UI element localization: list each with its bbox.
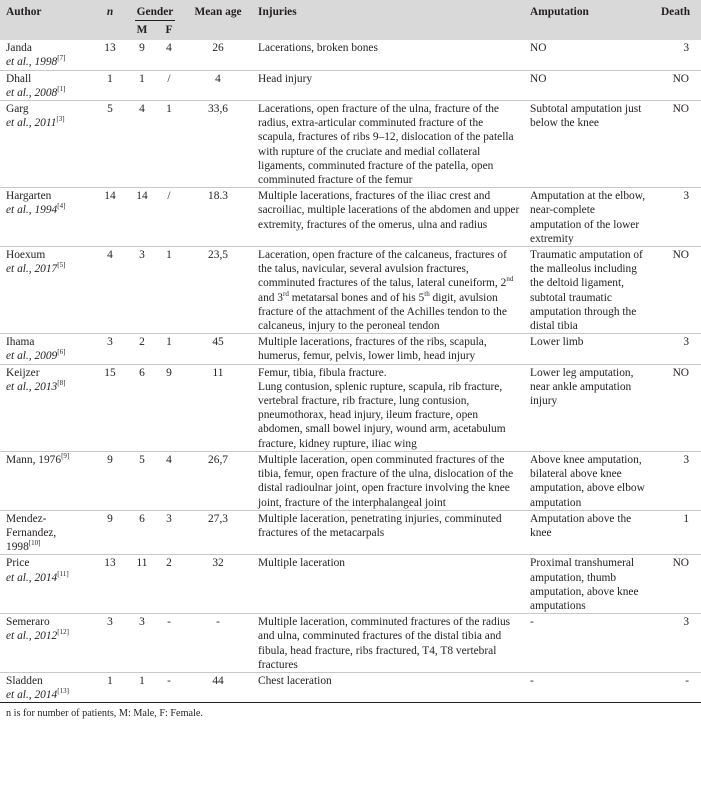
death-cell: NO: [672, 72, 690, 85]
n-cell: 9: [107, 453, 113, 466]
m-cell: 1: [139, 674, 145, 687]
f-cell: 2: [166, 557, 172, 570]
amputation-cell: Amputation above the knee: [530, 512, 632, 539]
f-cell: 1: [166, 103, 172, 116]
injuries-cell: Multiple lacerations, fractures of the iliac crest and sacroiliac, multiple lacerations of the abdomen and upper extremity, fractures of the omerus, ulna and radius: [258, 190, 520, 231]
author-cell: [0, 555, 92, 614]
author-etal: et al., 2011: [6, 117, 57, 130]
amputation-cell: Proximal transhumeral amputation, thumb amputation, above knee amputations: [530, 557, 639, 612]
f-cell: 4: [166, 453, 172, 466]
header-blank: [650, 23, 701, 40]
header-m: M: [128, 23, 156, 40]
author-cell: [0, 247, 92, 334]
m-cell: 6: [139, 366, 145, 379]
author-name: Mendez-: [6, 512, 47, 525]
author-ref: [12]: [57, 628, 69, 637]
m-cell: 1: [139, 72, 145, 85]
age-cell: 32: [212, 557, 224, 570]
header-mean-age: Mean age: [182, 0, 254, 23]
n-cell: 3: [107, 336, 113, 349]
author-cell: [0, 40, 92, 70]
header-blank: [526, 23, 650, 40]
author-cell: [0, 672, 92, 702]
n-cell: 9: [107, 512, 113, 525]
author-cell: [0, 451, 92, 510]
n-cell: 13: [104, 557, 116, 570]
amputation-cell: NO: [530, 72, 547, 85]
author-name: Keijzer: [6, 366, 40, 379]
n-cell: 3: [107, 616, 113, 629]
age-cell: 11: [212, 366, 224, 379]
author-name-cont: Fernandez,: [6, 526, 57, 539]
author-ref: [5]: [57, 261, 66, 270]
death-cell: 3: [683, 190, 690, 203]
amputation-cell: Lower leg amputation, near ankle amputation injury: [530, 366, 634, 408]
amputation-cell: Lower limb: [530, 336, 584, 349]
author-etal: et al., 2014: [6, 689, 58, 702]
m-cell: 5: [139, 453, 145, 466]
author-etal: et al., 2009: [6, 350, 58, 363]
injuries-cell: Chest laceration: [258, 674, 332, 687]
injuries-text: Laceration, open fracture of the calcaneus, fractures of the talus, navicular, several avulsion fractures, comminuted fractures of the talus, lateral cuneiform, 2: [258, 249, 507, 290]
header-blank: [0, 23, 92, 40]
header-amputation: Amputation: [526, 0, 650, 23]
amputation-cell: Above knee amputation, bilateral above knee amputation, above elbow amputation: [530, 453, 645, 509]
header-n: n: [92, 0, 128, 23]
injuries-cell: Multiple lacerations, fractures of the ribs, scapula, humerus, femur, pelvis, lower limb, head injury: [258, 336, 487, 363]
f-cell: 1: [166, 249, 172, 262]
age-cell: 26,7: [208, 453, 228, 466]
author-name: Sladden: [6, 674, 43, 687]
injuries-cell: Lacerations, open fracture of the ulna, fracture of the radius, extra-articular comminuted fracture of the scapula, fractures of ribs 9–12, dislocation of the patella with rupture of the cruciate and medial collateral ligaments, comminuted fracture of the patella, open comminuted fracture of the femur: [258, 103, 514, 187]
n-cell: 5: [107, 103, 113, 116]
f-cell: 1: [166, 336, 172, 349]
f-cell: -: [167, 616, 171, 629]
author-ref: [4]: [57, 202, 66, 211]
author-year: 1998: [6, 541, 29, 554]
author-ref: [9]: [61, 452, 70, 461]
n-cell: 15: [104, 366, 116, 379]
injuries-cell: Lacerations, broken bones: [258, 42, 378, 55]
n-cell: 13: [104, 42, 116, 55]
amputation-cell: Traumatic amputation of the malleolus including the deltoid ligament, subtotal traumatic amputation through the distal tibia: [530, 249, 643, 333]
table-row: [0, 451, 701, 510]
death-cell: NO: [672, 557, 690, 570]
m-cell: 6: [139, 512, 145, 525]
table-row: [0, 101, 701, 188]
author-cell: [0, 364, 92, 451]
author-cell: [0, 70, 92, 100]
injuries-cell: Multiple laceration: [258, 557, 345, 570]
table-row: [0, 364, 701, 451]
age-cell: -: [216, 616, 220, 629]
table-row: [0, 334, 701, 364]
author-cell: [0, 101, 92, 188]
n-cell: 14: [104, 190, 116, 203]
author-ref: [6]: [57, 348, 66, 357]
injuries-text: Lung contusion, splenic rupture, scapula, rib fracture, vertebral fracture, rib fracture, lung contusion, pneumothorax, head injury, ileum fracture, open abdomen, small bowel injury, wound arm, acetabulum fracture, kidney rupture, iliac wing: [258, 380, 506, 450]
death-cell: 1: [683, 512, 690, 525]
death-cell: NO: [672, 249, 690, 262]
table-row: [0, 188, 701, 247]
footnote-row: [0, 703, 701, 726]
table-row: [0, 614, 701, 673]
header-injuries: Injuries: [254, 0, 526, 23]
injuries-cell: [254, 247, 526, 334]
author-name: Semeraro: [6, 616, 50, 629]
death-cell: 3: [683, 616, 690, 629]
author-ref: [10]: [28, 539, 41, 548]
ordinal-sup: th: [424, 289, 430, 298]
author-cell: [0, 334, 92, 364]
author-etal: et al., 1998: [6, 56, 58, 69]
amputation-cell: Subtotal amputation just below the knee: [530, 103, 642, 130]
author-etal: et al., 2013: [6, 380, 58, 393]
author-name: Hoexum: [6, 249, 46, 262]
f-cell: 4: [166, 42, 172, 55]
m-cell: 9: [139, 42, 145, 55]
author-cell: [0, 614, 92, 673]
m-cell: 3: [139, 616, 145, 629]
header-blank: [182, 23, 254, 40]
author-etal: et al., 2012: [6, 630, 58, 643]
injuries-cell: [254, 364, 526, 451]
header-blank: [254, 23, 526, 40]
age-cell: 27,3: [208, 512, 228, 525]
amputation-cell: Amputation at the elbow, near-complete amputation of the lower extremity: [530, 190, 646, 245]
table-row: [0, 247, 701, 334]
f-cell: /: [167, 190, 171, 203]
author-name: Garg: [6, 103, 29, 116]
author-name: Ihama: [6, 336, 35, 349]
injuries-text: Femur, tibia, fibula fracture.: [258, 366, 387, 379]
age-cell: 26: [212, 42, 224, 55]
injuries-text: and 3: [258, 291, 284, 304]
header-row: [0, 0, 701, 23]
author-etal: et al., 2017: [6, 263, 58, 276]
author-ref: [7]: [57, 54, 66, 63]
table-row: [0, 510, 701, 555]
header-subrow: [0, 23, 701, 40]
amputation-cell: -: [530, 674, 534, 687]
author-cell: [0, 188, 92, 247]
injuries-cell: Multiple laceration, penetrating injuries, comminuted fractures of the metacarpals: [258, 512, 502, 539]
table-row: [0, 672, 701, 702]
header-author: Author: [0, 0, 92, 23]
author-name: Hargarten: [6, 190, 52, 203]
m-cell: 4: [139, 103, 145, 116]
n-cell: 4: [107, 249, 113, 262]
f-cell: /: [167, 72, 171, 85]
author-etal: et al., 2014: [6, 571, 58, 584]
m-cell: 14: [136, 190, 148, 203]
author-cell: [0, 510, 92, 555]
header-death: Death: [650, 0, 701, 23]
footnote: n is for number of patients, M: Male, F: Female.: [0, 703, 701, 726]
author-name: Price: [6, 557, 30, 570]
age-cell: 18.3: [208, 190, 228, 203]
age-cell: 45: [212, 336, 224, 349]
age-cell: 23,5: [208, 249, 228, 262]
f-cell: 3: [166, 512, 172, 525]
death-cell: NO: [672, 366, 690, 379]
n-cell: 1: [107, 674, 113, 687]
table-row: [0, 555, 701, 614]
header-gender-label: Gender: [135, 5, 176, 21]
table-row: [0, 70, 701, 100]
death-cell: 3: [683, 453, 690, 466]
author-name: Dhall: [6, 72, 32, 85]
author-ref: [11]: [57, 569, 69, 578]
header-blank: [92, 23, 128, 40]
injuries-cell: Multiple laceration, comminuted fractures of the radius and ulna, comminuted fractures of the distal tibia and fibula, head fracture, ribs fractured, T4, T8 vertebral fractures: [258, 616, 511, 671]
death-cell: -: [685, 674, 690, 687]
m-cell: 11: [136, 557, 148, 570]
ordinal-sup: rd: [283, 289, 289, 298]
author-ref: [8]: [57, 379, 66, 388]
age-cell: 33,6: [208, 103, 228, 116]
author-name: Mann, 1976: [6, 453, 62, 466]
author-ref: [1]: [57, 85, 66, 94]
table-row: [0, 40, 701, 70]
death-cell: 3: [683, 336, 690, 349]
author-etal: et al., 1994: [6, 204, 58, 217]
m-cell: 3: [139, 249, 145, 262]
injuries-text: digit, avulsion fracture of the attachment of the Achilles tendon to the calcaneus, injury to the peroneal tendon: [258, 291, 507, 333]
injuries-cell: Head injury: [258, 72, 313, 85]
header-f: F: [156, 23, 182, 40]
amputation-cell: NO: [530, 42, 547, 55]
age-cell: 4: [215, 72, 221, 85]
f-cell: 9: [166, 366, 172, 379]
injuries-text: metatarsal bones and of his 5: [288, 291, 425, 304]
injuries-cell: Multiple laceration, open comminuted fractures of the tibia, femur, open fracture of the ulna, dislocation of the distal radioulnar joint, open fracture involving the knee joint, fracture of the interphalangeal joint: [258, 453, 514, 509]
author-ref: [3]: [56, 115, 65, 124]
n-cell: 1: [107, 72, 113, 85]
ordinal-sup: nd: [506, 275, 514, 284]
author-name: Janda: [6, 42, 32, 55]
m-cell: 2: [139, 336, 145, 349]
author-ref: [13]: [57, 687, 69, 696]
header-gender: [128, 0, 182, 23]
author-etal: et al., 2008: [6, 86, 58, 99]
age-cell: 44: [212, 674, 224, 687]
death-cell: NO: [672, 103, 690, 116]
death-cell: 3: [683, 42, 690, 55]
amputation-cell: -: [530, 616, 534, 629]
f-cell: -: [167, 674, 171, 687]
